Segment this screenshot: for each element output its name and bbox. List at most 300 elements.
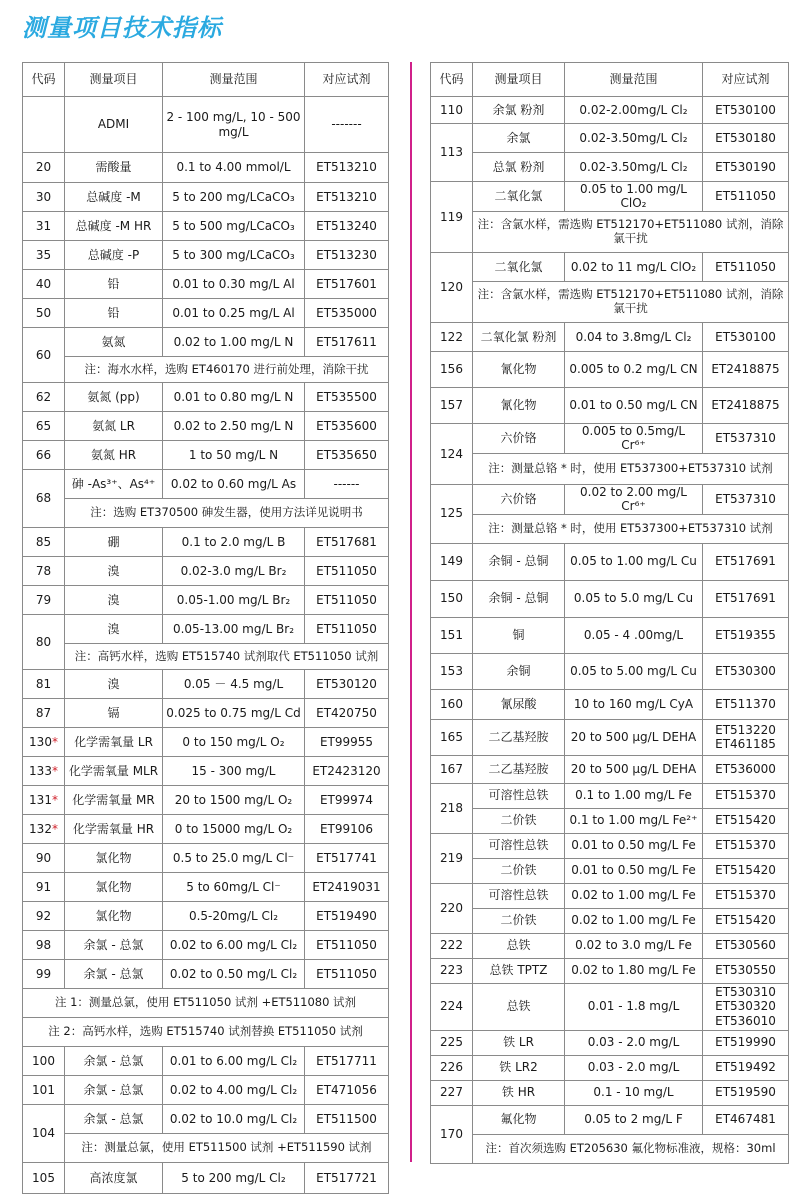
range-cell: 0.05 to 1.00 mg/L Cu [565, 543, 703, 580]
table-row [23, 270, 389, 299]
table-row [23, 153, 389, 183]
table-row [431, 883, 789, 908]
table-row [431, 983, 789, 1030]
table-row [431, 1134, 789, 1163]
header-code: 代码 [23, 63, 65, 97]
code-value: 218 [440, 800, 463, 815]
range-cell: 5 to 60mg/L Cl⁻ [163, 873, 305, 902]
code-cell [23, 1105, 65, 1163]
table-row [23, 931, 389, 960]
reagent-cell: ET530550 [703, 958, 789, 983]
item-cell: 化学需氧量 MLR [65, 757, 163, 786]
note-cell: 注：选购 ET370500 砷发生器，使用方法详见说明书 [65, 499, 389, 528]
item-cell: 余氯 - 总氯 [65, 1047, 163, 1076]
table-row [23, 873, 389, 902]
page-title: 测量项目技术指标 [22, 14, 222, 42]
reagent-cell: ET535500 [305, 383, 389, 412]
code-cell [431, 252, 473, 322]
range-cell: 10 to 160 mg/L CyA [565, 689, 703, 719]
item-cell: 化学需氧量 HR [65, 815, 163, 844]
item-cell: 氰化物 [473, 351, 565, 387]
reagent-cell: ET517681 [305, 528, 389, 557]
reagent-cell: ET519990 [703, 1030, 789, 1055]
table-row [431, 124, 789, 153]
range-cell: 0.02 to 10.0 mg/L Cl₂ [163, 1105, 305, 1134]
note-cell: 注：高钙水样，选购 ET515740 试剂取代 ET511050 试剂 [65, 644, 389, 670]
code-cell [431, 933, 473, 958]
reagent-cell: ET530560 [703, 933, 789, 958]
range-cell: 0.02 to 1.80 mg/L Fe [565, 958, 703, 983]
item-cell: 余铜 - 总铜 [473, 580, 565, 617]
table-row [23, 412, 389, 441]
range-cell: 5 to 300 mg/LCaCO₃ [163, 241, 305, 270]
range-cell: 2 - 100 mg/L, 10 - 500 mg/L [163, 97, 305, 153]
reagent-cell: ET517721 [305, 1163, 389, 1194]
header-code: 代码 [431, 63, 473, 97]
reagent-cell: ET519590 [703, 1080, 789, 1105]
item-cell: ADMI [65, 97, 163, 153]
code-value: 150 [440, 591, 463, 606]
code-value: 85 [35, 534, 52, 549]
reagent-cell: ET530180 [703, 124, 789, 153]
table-row [23, 728, 389, 757]
item-cell: 余氯 [473, 124, 565, 153]
code-value: 157 [440, 398, 463, 413]
reagent-cell: ET537310 [703, 423, 789, 453]
item-cell: 高浓度氯 [65, 1163, 163, 1194]
table-row [431, 211, 789, 252]
code-value: 132 [29, 821, 52, 836]
reagent-cell: ET530310 ET530320 ET536010 [703, 983, 789, 1030]
table-row [431, 689, 789, 719]
item-cell: 溴 [65, 586, 163, 615]
table-row [431, 833, 789, 858]
table-row [23, 212, 389, 241]
reagent-cell: ET2418875 [703, 387, 789, 423]
code-cell [431, 653, 473, 689]
item-cell: 化学需氧量 LR [65, 728, 163, 757]
reagent-cell: ET99974 [305, 786, 389, 815]
table-row [23, 815, 389, 844]
table-row [431, 182, 789, 212]
code-cell [431, 833, 473, 883]
item-cell: 总铁 TPTZ [473, 958, 565, 983]
code-value: 35 [35, 247, 52, 262]
item-cell: 总铁 [473, 933, 565, 958]
code-value: 125 [440, 506, 463, 521]
code-value: 219 [440, 850, 463, 865]
table-row [431, 423, 789, 453]
code-cell [23, 212, 65, 241]
code-value: 149 [440, 554, 463, 569]
range-cell: 0.02 to 6.00 mg/L Cl₂ [163, 931, 305, 960]
table-row [23, 357, 389, 383]
table-row [431, 387, 789, 423]
table-row [23, 1018, 389, 1047]
code-value: 225 [440, 1035, 463, 1050]
table-row [431, 958, 789, 983]
range-cell: 5 to 200 mg/L Cl₂ [163, 1163, 305, 1194]
code-value: 153 [440, 663, 463, 678]
item-cell: 可溶性总铁 [473, 783, 565, 808]
item-cell: 六价铬 [473, 484, 565, 514]
code-cell [431, 617, 473, 653]
range-cell: 0.02-3.50mg/L Cl₂ [565, 153, 703, 182]
note-cell: 注：海水水样，选购 ET460170 进行前处理，消除干扰 [65, 357, 389, 383]
reagent-cell: ET467481 [703, 1105, 789, 1134]
item-cell: 氨氮 [65, 328, 163, 357]
reagent-cell: ET511050 [305, 931, 389, 960]
item-cell: 总碱度 -M HR [65, 212, 163, 241]
asterisk-mark: * [51, 763, 58, 778]
table-row [431, 543, 789, 580]
header-reagent: 对应试剂 [703, 63, 789, 97]
table-row [431, 514, 789, 543]
code-value: 60 [35, 347, 52, 362]
note-cell: 注：首次须选购 ET205630 氟化物标准液，规格：30ml [473, 1134, 789, 1163]
range-cell: 0 to 150 mg/L O₂ [163, 728, 305, 757]
item-cell: 余氯 - 总氯 [65, 931, 163, 960]
code-cell [23, 97, 65, 153]
code-cell [431, 423, 473, 484]
reagent-cell: ET536000 [703, 755, 789, 783]
reagent-cell: ET537310 [703, 484, 789, 514]
range-cell: 0.05-1.00 mg/L Br₂ [163, 586, 305, 615]
code-value: 98 [35, 937, 52, 952]
range-cell: 0.02 to 0.60 mg/L As [163, 470, 305, 499]
code-cell [23, 960, 65, 989]
reagent-cell: ET530120 [305, 670, 389, 699]
range-cell: 0.02 to 2.00 mg/L Cr⁶⁺ [565, 484, 703, 514]
reagent-cell: ET420750 [305, 699, 389, 728]
code-value: 92 [35, 908, 52, 923]
code-value: 122 [440, 329, 463, 344]
item-cell: 余铜 - 总铜 [473, 543, 565, 580]
table-row [23, 557, 389, 586]
item-cell: 氰化物 [473, 387, 565, 423]
range-cell: 1 to 50 mg/L N [163, 441, 305, 470]
table-row [431, 719, 789, 755]
range-cell: 0.5 to 25.0 mg/L Cl⁻ [163, 844, 305, 873]
code-value: 99 [35, 966, 52, 981]
code-cell [431, 124, 473, 182]
table-row [23, 1047, 389, 1076]
reagent-cell: ET511500 [305, 1105, 389, 1134]
asterisk-mark: * [51, 734, 58, 749]
item-cell: 余氯 粉剂 [473, 97, 565, 124]
note-cell: 注：测量总铬 * 时，使用 ET537300+ET537310 试剂 [473, 514, 789, 543]
reagent-cell: ------- [305, 97, 389, 153]
code-cell [23, 786, 65, 815]
code-cell [23, 412, 65, 441]
code-cell [431, 883, 473, 933]
code-value: 220 [440, 900, 463, 915]
code-value: 20 [35, 160, 52, 175]
item-cell: 二乙基羟胺 [473, 755, 565, 783]
table-row [23, 1105, 389, 1134]
code-value: 30 [35, 189, 52, 204]
range-cell: 0.1 to 2.0 mg/L B [163, 528, 305, 557]
reagent-cell: ET519490 [305, 902, 389, 931]
item-cell: 铁 LR [473, 1030, 565, 1055]
table-row [23, 586, 389, 615]
code-value: 90 [35, 850, 52, 865]
code-value: 101 [32, 1082, 55, 1097]
reagent-cell: ET513210 [305, 183, 389, 212]
reagent-cell: ET511050 [305, 586, 389, 615]
item-cell: 镉 [65, 699, 163, 728]
reagent-cell: ET530100 [703, 322, 789, 351]
code-value: 119 [440, 209, 463, 224]
reagent-cell: ET535650 [305, 441, 389, 470]
item-cell: 二价铁 [473, 908, 565, 933]
table-row [23, 499, 389, 528]
table-row [431, 580, 789, 617]
item-cell: 氟化物 [473, 1105, 565, 1134]
range-cell: 0.05 － 4.5 mg/L [163, 670, 305, 699]
item-cell: 硼 [65, 528, 163, 557]
reagent-cell: ET517691 [703, 580, 789, 617]
left-spec-table [22, 62, 389, 1194]
item-cell: 氯化物 [65, 873, 163, 902]
table-row [431, 653, 789, 689]
code-value: 105 [32, 1170, 55, 1185]
code-value: 91 [35, 879, 52, 894]
code-cell [23, 670, 65, 699]
range-cell: 20 to 1500 mg/L O₂ [163, 786, 305, 815]
code-value: 227 [440, 1085, 463, 1100]
range-cell: 0.05 to 1.00 mg/L ClO₂ [565, 182, 703, 212]
table-row [23, 989, 389, 1018]
table-row [23, 960, 389, 989]
header-item: 测量项目 [473, 63, 565, 97]
code-value: 50 [35, 305, 52, 320]
range-cell: 0.01 to 6.00 mg/L Cl₂ [163, 1047, 305, 1076]
range-cell: 0.02 to 0.50 mg/L Cl₂ [163, 960, 305, 989]
table-row [23, 670, 389, 699]
reagent-cell: ET530300 [703, 653, 789, 689]
range-cell: 0.01 to 0.30 mg/L Al [163, 270, 305, 299]
item-cell: 溴 [65, 670, 163, 699]
code-cell [23, 1047, 65, 1076]
table-row [431, 252, 789, 281]
item-cell: 可溶性总铁 [473, 833, 565, 858]
item-cell: 二氧化氯 [473, 252, 565, 281]
header-range: 测量范围 [565, 63, 703, 97]
reagent-cell: ET515420 [703, 908, 789, 933]
code-cell [23, 586, 65, 615]
item-cell: 铁 LR2 [473, 1055, 565, 1080]
code-value: 120 [440, 280, 463, 295]
reagent-cell: ET530190 [703, 153, 789, 182]
code-cell [23, 183, 65, 212]
code-value: 100 [32, 1053, 55, 1068]
range-cell: 0.03 - 2.0 mg/L [565, 1055, 703, 1080]
item-cell: 铅 [65, 270, 163, 299]
code-cell [23, 1163, 65, 1194]
note-cell: 注：含氯水样，需选购 ET512170+ET511080 试剂，消除氯干扰 [473, 211, 789, 252]
range-cell: 0.05 to 5.0 mg/L Cu [565, 580, 703, 617]
code-cell [431, 1030, 473, 1055]
item-cell: 铁 HR [473, 1080, 565, 1105]
code-cell [431, 351, 473, 387]
range-cell: 0.01 - 1.8 mg/L [565, 983, 703, 1030]
reagent-cell: ET513210 [305, 153, 389, 183]
code-cell [431, 97, 473, 124]
code-value: 87 [35, 705, 52, 720]
range-cell: 0.005 to 0.2 mg/L CN [565, 351, 703, 387]
item-cell: 砷 -As³⁺、As⁴⁺ [65, 470, 163, 499]
asterisk-mark: * [51, 792, 58, 807]
table-row [431, 1055, 789, 1080]
range-cell: 0.01 to 0.50 mg/L CN [565, 387, 703, 423]
code-cell [23, 528, 65, 557]
range-cell: 0.05 to 5.00 mg/L Cu [565, 653, 703, 689]
code-cell [23, 328, 65, 383]
code-value: 78 [35, 563, 52, 578]
code-value: 68 [35, 491, 52, 506]
reagent-cell: ET511050 [305, 960, 389, 989]
item-cell: 余氯 - 总氯 [65, 1105, 163, 1134]
code-value: 79 [35, 592, 52, 607]
table-row [431, 858, 789, 883]
code-cell [431, 755, 473, 783]
table-row [23, 1076, 389, 1105]
range-cell: 0.02 to 1.00 mg/L Fe [565, 908, 703, 933]
range-cell: 0 to 15000 mg/L O₂ [163, 815, 305, 844]
code-cell [431, 322, 473, 351]
range-cell: 15 - 300 mg/L [163, 757, 305, 786]
table-header-row [431, 63, 789, 97]
range-cell: 0.01 to 0.50 mg/L Fe [565, 858, 703, 883]
range-cell: 5 to 500 mg/LCaCO₃ [163, 212, 305, 241]
item-cell: 氨氮 LR [65, 412, 163, 441]
code-value: 222 [440, 938, 463, 953]
item-cell: 二价铁 [473, 858, 565, 883]
table-row [23, 441, 389, 470]
code-cell [23, 241, 65, 270]
range-cell: 20 to 500 μg/L DEHA [565, 755, 703, 783]
note-cell: 注 2：高钙水样，选购 ET515740 试剂替换 ET511050 试剂 [23, 1018, 389, 1047]
note-cell: 注：测量总氯，使用 ET511500 试剂 +ET511590 试剂 [65, 1134, 389, 1163]
item-cell: 余氯 - 总氯 [65, 1076, 163, 1105]
table-row [23, 528, 389, 557]
item-cell: 总碱度 -P [65, 241, 163, 270]
reagent-cell: ET2423120 [305, 757, 389, 786]
reagent-cell: ET535000 [305, 299, 389, 328]
item-cell: 氨氮 (pp) [65, 383, 163, 412]
header-reagent: 对应试剂 [305, 63, 389, 97]
reagent-cell: ------ [305, 470, 389, 499]
code-cell [23, 931, 65, 960]
code-cell [23, 299, 65, 328]
code-cell [23, 470, 65, 528]
code-value: 226 [440, 1060, 463, 1075]
range-cell: 0.03 - 2.0 mg/L [565, 1030, 703, 1055]
item-cell: 二氧化氯 [473, 182, 565, 212]
code-value: 160 [440, 696, 463, 711]
table-row [23, 470, 389, 499]
item-cell: 六价铬 [473, 423, 565, 453]
item-cell: 余氯 - 总氯 [65, 960, 163, 989]
code-value: 62 [35, 389, 52, 404]
code-value: 110 [440, 102, 463, 117]
reagent-cell: ET511050 [703, 182, 789, 212]
table-row [23, 328, 389, 357]
asterisk-mark: * [51, 821, 58, 836]
item-cell: 可溶性总铁 [473, 883, 565, 908]
code-value: 165 [440, 729, 463, 744]
item-cell: 氯化物 [65, 902, 163, 931]
reagent-cell: ET511050 [703, 252, 789, 281]
range-cell: 0.025 to 0.75 mg/L Cd [163, 699, 305, 728]
code-cell [431, 1055, 473, 1080]
range-cell: 0.1 to 1.00 mg/L Fe²⁺ [565, 808, 703, 833]
item-cell: 氯化物 [65, 844, 163, 873]
table-row [431, 617, 789, 653]
note-cell: 注 1：测量总氯，使用 ET511050 试剂 +ET511080 试剂 [23, 989, 389, 1018]
table-row [23, 299, 389, 328]
code-cell [431, 689, 473, 719]
item-cell: 总氯 粉剂 [473, 153, 565, 182]
table-row [23, 241, 389, 270]
table-row [431, 933, 789, 958]
code-cell [23, 557, 65, 586]
reagent-cell: ET519355 [703, 617, 789, 653]
range-cell: 0.02 to 4.00 mg/L Cl₂ [163, 1076, 305, 1105]
code-cell [23, 270, 65, 299]
code-cell [431, 958, 473, 983]
table-row [431, 755, 789, 783]
code-value: 40 [35, 276, 52, 291]
table-row [431, 351, 789, 387]
range-cell: 0.04 to 3.8mg/L Cl₂ [565, 322, 703, 351]
reagent-cell: ET513230 [305, 241, 389, 270]
reagent-cell: ET515370 [703, 883, 789, 908]
code-cell [431, 719, 473, 755]
range-cell: 0.02-3.0 mg/L Br₂ [163, 557, 305, 586]
code-cell [431, 387, 473, 423]
reagent-cell: ET2419031 [305, 873, 389, 902]
item-cell: 氰尿酸 [473, 689, 565, 719]
range-cell: 0.01 to 0.80 mg/L N [163, 383, 305, 412]
code-cell [23, 699, 65, 728]
item-cell: 总碱度 -M [65, 183, 163, 212]
code-cell [23, 615, 65, 670]
item-cell: 二价铁 [473, 808, 565, 833]
header-range: 测量范围 [163, 63, 305, 97]
code-value: 31 [35, 218, 52, 233]
range-cell: 0.1 - 10 mg/L [565, 1080, 703, 1105]
table-row [23, 844, 389, 873]
range-cell: 0.005 to 0.5mg/L Cr⁶⁺ [565, 423, 703, 453]
reagent-cell: ET517711 [305, 1047, 389, 1076]
table-row [23, 902, 389, 931]
table-row [431, 1105, 789, 1134]
reagent-cell: ET515420 [703, 808, 789, 833]
code-cell [431, 983, 473, 1030]
range-cell: 0.02 to 1.00 mg/L N [163, 328, 305, 357]
reagent-cell: ET511050 [305, 615, 389, 644]
table-row [23, 699, 389, 728]
range-cell: 0.02 to 2.50 mg/L N [163, 412, 305, 441]
reagent-cell: ET513240 [305, 212, 389, 241]
table-row [23, 1134, 389, 1163]
range-cell: 0.01 to 0.25 mg/L Al [163, 299, 305, 328]
range-cell: 20 to 500 μg/L DEHA [565, 719, 703, 755]
code-value: 151 [440, 627, 463, 642]
code-value: 113 [440, 145, 463, 160]
